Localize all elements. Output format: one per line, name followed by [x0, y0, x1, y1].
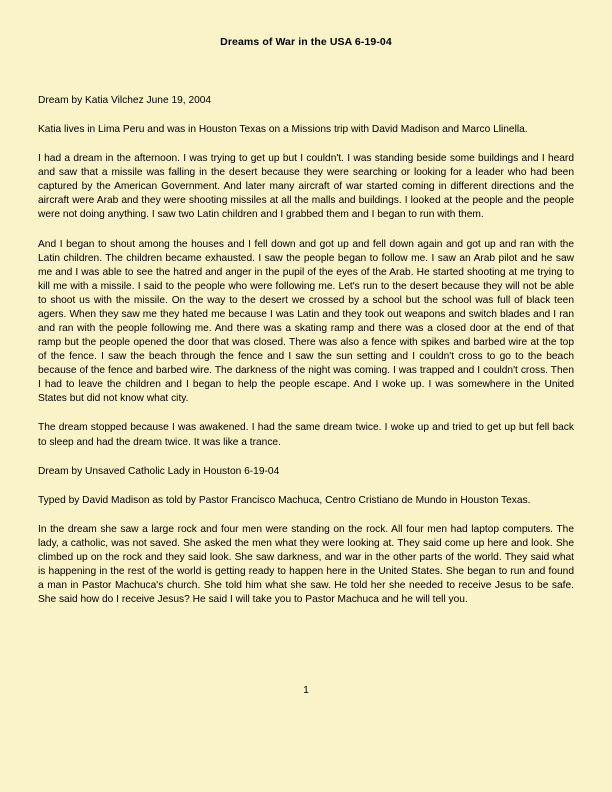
spacer [38, 108, 574, 123]
spacer [38, 68, 574, 94]
paragraph-dream-byline-2: Dream by Unsaved Catholic Lady in Houston 6-19-04 [38, 465, 280, 477]
paragraph-second-dream: In the dream she saw a large rock and four men were standing on the rock. All four men had laptop computers. The lady, a catholic, was not saved. She asked the men what they were looking at. They said come up here and look. She climbed up on the rock and they said look. She saw darkness, and war in the other parts of the world. They said what is happening in the rest of the world is getting ready to happen here in the United States. She began to run and found a man in Pastor Machuca's church. She told him what she saw. He told her she needed to receive Jesus to be safe. She said how do I receive Jesus? He said I will take you to Pastor Machuca and he will tell you. [38, 523, 574, 606]
spacer [38, 450, 574, 465]
page-title: Dreams of War in the USA 6-19-04 [220, 36, 392, 48]
paragraph-typed-by: Typed by David Madison as told by Pastor Francisco Machuca, Centro Cristiano de Mundo in Houston Texas. [38, 494, 531, 506]
paragraph-dream-part-1: I had a dream in the afternoon. I was trying to get up but I couldn't. I was standing beside some buildings and I heard and saw that a missile was falling in the desert because they were searching or looking for a leader who had been captured by the American Government. And later many aircraft of war started coming in different directions and the aircraft were Arab and they were shooting missiles at all the malls and buildings. I looked at the people and the people were not doing anything. I saw two Latin children and I grabbed them and I began to run with them. [38, 153, 574, 221]
paragraph-katia-intro: Katia lives in Lima Peru and was in Houston Texas on a Missions trip with David Madison and Marco Llinella. [38, 124, 528, 136]
spacer [38, 406, 574, 421]
spacer [38, 137, 574, 152]
spacer [38, 223, 574, 238]
page-number: 1 [303, 685, 309, 696]
spacer [38, 479, 574, 494]
document-body [38, 68, 574, 607]
paragraph-dream-byline-1: Dream by Katia Vilchez June 19, 2004 [38, 95, 212, 106]
paragraph-dream-part-3: The dream stopped because I was awakened. I had the same dream twice. I woke up and tried to get up but fell back to sleep and had the dream twice. It was like a trance. [38, 422, 574, 448]
paragraph-dream-part-2: And I began to shout among the houses and I fell down and got up and fell down again and got up and ran with the Latin children. The children became exhausted. I saw the people began to follow me. I saw an Arab pilot and he saw me and I was able to see the hatred and anger in the pupil of the eyes of the Arab. He started shooting at me trying to kill me with a missile. I said to the people who were following me. Let's run to the desert because they will not be able to shoot us with the missile. On the way to the desert we crossed by a school but the school was full of black teen agers. When they saw me they hated me because I was Latin and they took out weapons and switch blades and I ran and ran with the people following me. And there was a skating ramp and there was a closed door at the end of that ramp but the people opened the door that was closed. There was also a fence with spikes and barbed wire at the top of the fence. I saw the beach through the fence and I saw the sun setting and I couldn't cross to go to the beach because of the fence and barbed wire. The darkness of the night was coming. I was trapped and I couldn't cross. Then I had to leave the children and I began to help the people escape. And I woke up. I was somewhere in the United States but did not know what city. [38, 238, 574, 405]
spacer [38, 508, 574, 523]
